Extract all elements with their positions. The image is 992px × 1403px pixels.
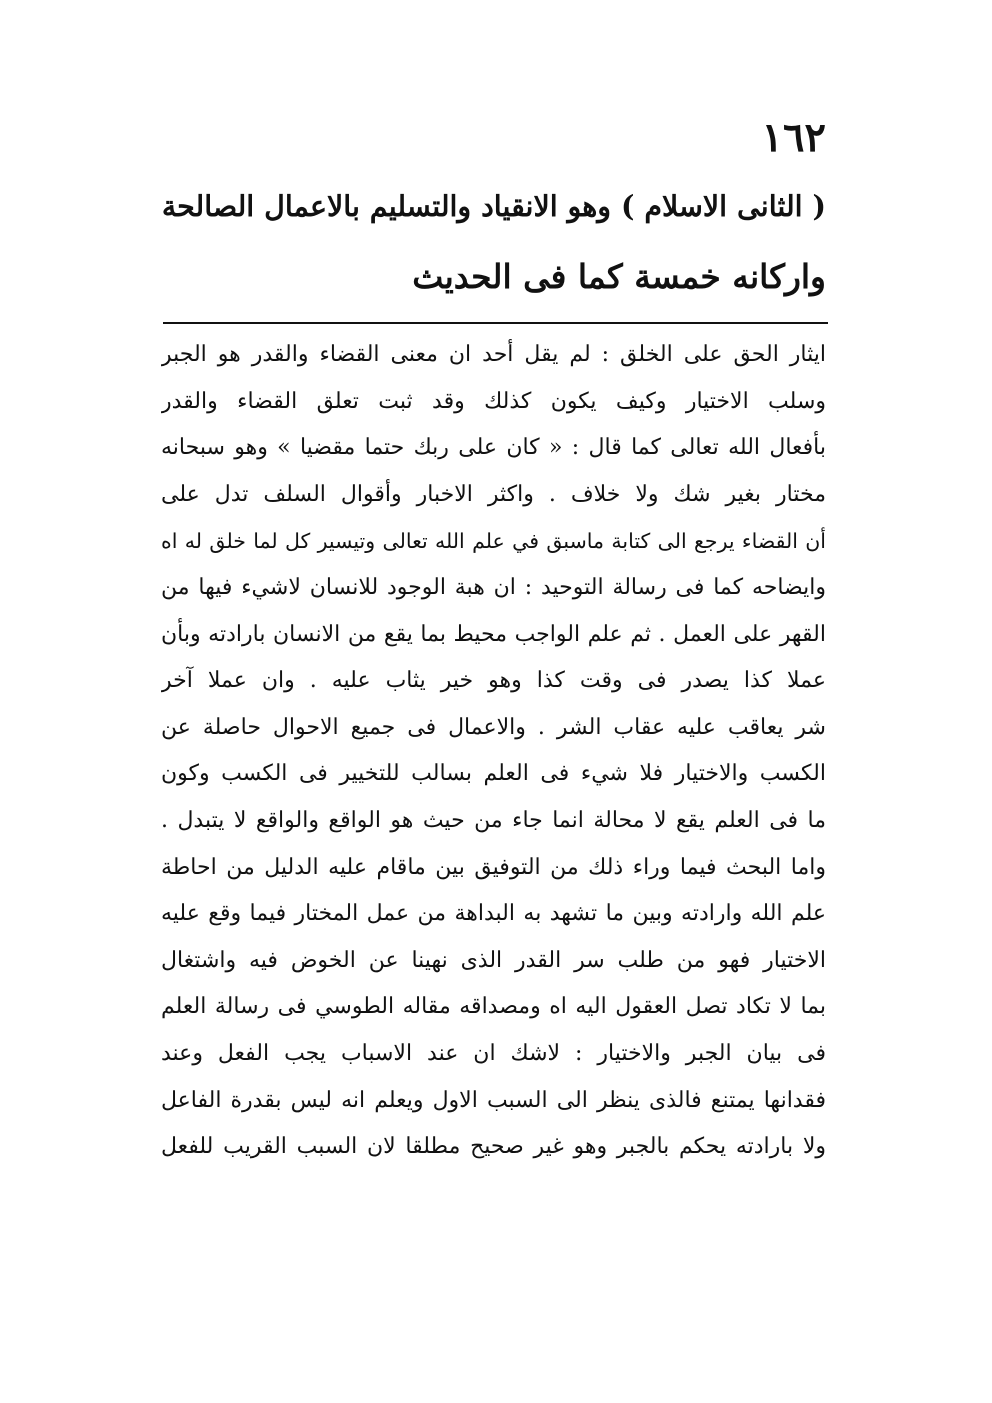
text-line: الاختيار فهو من طلب سر القدر الذى نهينا عن الخوض فيه واشتغال <box>161 947 826 973</box>
section-heading-line-2: واركانه خمسة كما فى الحديث <box>412 257 826 296</box>
heading-divider <box>163 322 828 324</box>
text-line: ولا بارادته يحكم بالجبر وهو غير صحيح مطلقا لان السبب القريب للفعل <box>161 1134 826 1160</box>
text-line: ايثار الحق على الخلق : لم يقل أحد ان معنى القضاء والقدر هو الجبر <box>161 342 826 367</box>
section-heading-line-1: ( الثانى الاسلام ) وهو الانقياد والتسليم بالاعمال الصالحة <box>161 189 826 223</box>
text-line: مختار بغير شك ولا خلاف . واكثر الاخبار وأقوال السلف تدل على <box>161 481 826 507</box>
text-line: الكسب والاختيار فلا شيء فى العلم بسالب للتخيير فى الكسب وكون <box>161 761 826 787</box>
text-line: فقدانها يمتنع فالذى ينظر الى السبب الاول ويعلم انه ليس بقدرة الفاعل <box>161 1087 826 1113</box>
text-line: القهر على العمل . ثم علم الواجب محيط بما يقع من الانسان بارادته وبأن <box>161 621 826 647</box>
text-line: بأفعال الله تعالى كما قال : « كان على ربك حتما مقضيا » وهو سبحانه <box>161 435 826 461</box>
body-text <box>161 332 826 1171</box>
text-line: واما البحث فيما وراء ذلك من التوفيق بين ماقام عليه الدليل من احاطة <box>161 854 826 880</box>
text-line: شر يعاقب عليه عقاب الشر . والاعمال فى جميع الاحوال حاصلة عن <box>161 714 826 740</box>
text-line: علم الله وارادته وبين ما تشهد به البداهة من عمل المختار فيما وقع عليه <box>161 901 826 927</box>
text-line: عملا كذا يصدر فى وقت كذا وهو خير يثاب عليه . وان عملا آخر <box>161 668 826 694</box>
page-number: ١٦٢ <box>761 114 826 161</box>
text-line: بما لا تكاد تصل العقول اليه اه ومصداقه مقاله الطوسي فى رسالة العلم <box>161 994 826 1020</box>
text-line: وايضاحه كما فى رسالة التوحيد : ان هبة الوجود للانسان لاشيء فيها من <box>161 574 826 600</box>
text-line: وسلب الاختيار وكيف يكون كذلك وقد ثبت تعلق القضاء والقدر <box>161 388 826 414</box>
text-line: أن القضاء يرجع الى كتابة ماسبق في علم الله تعالى وتيسير كل لما خلق له اه <box>161 529 826 554</box>
text-line: ما فى العلم يقع لا محالة انما جاء من حيث هو الواقع والواقع لا يتبدل . <box>161 807 826 833</box>
text-line: فى بيان الجبر والاختيار : لاشك ان عند الاسباب يجب الفعل وعند <box>161 1040 826 1066</box>
